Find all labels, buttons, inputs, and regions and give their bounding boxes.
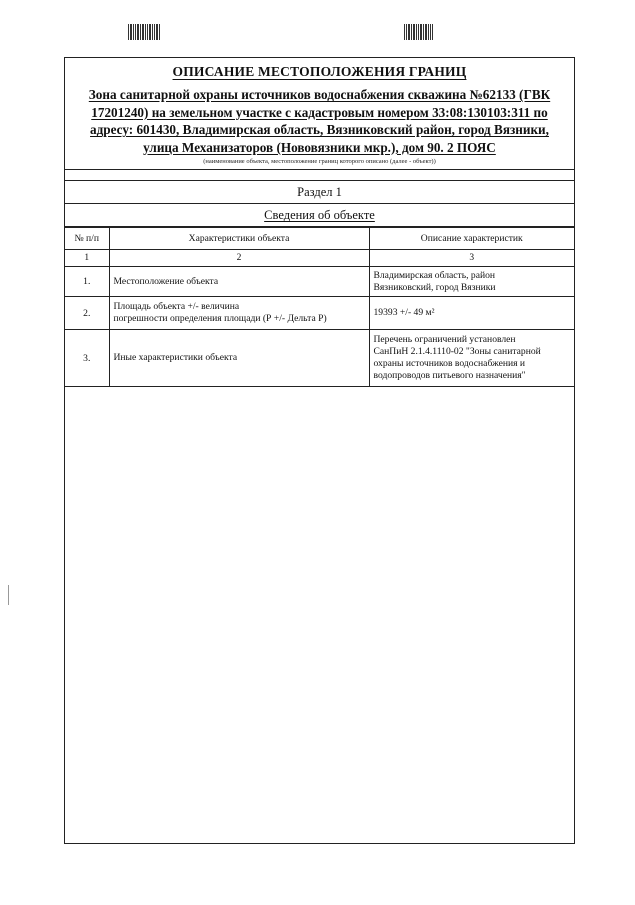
- object-description: [73, 86, 566, 156]
- description-line: Перечень ограничений установлен: [373, 334, 516, 345]
- table-row: [65, 267, 574, 297]
- section-title-row: [65, 204, 574, 227]
- row-description: [369, 330, 574, 387]
- characteristic-line: Местоположение объекта: [113, 275, 219, 287]
- characteristic-line: Иные характеристики объекта: [113, 352, 238, 363]
- row-number: 2.: [65, 297, 109, 330]
- row-characteristic: [109, 330, 369, 387]
- object-description-line: 17201240) на земельном участке с кадастровым номером 33:08:130103:311 по: [91, 104, 548, 120]
- row-number: 3.: [65, 330, 109, 387]
- row-number: 1.: [65, 267, 109, 297]
- column-number: 1: [65, 250, 109, 267]
- characteristic-line: Площадь объекта +/- величина: [113, 301, 240, 312]
- description-line: Вязниковский, город Вязники: [373, 281, 496, 293]
- description-line: СанПиН 2.1.4.1110-02 "Зоны санитарной: [373, 346, 541, 357]
- column-header-number: № п/п: [65, 228, 109, 250]
- description-line: Владимирская область, район: [373, 269, 496, 281]
- section-label-row: [65, 180, 574, 204]
- document-header: [65, 58, 574, 170]
- description-line: водопроводов питьевого назначения": [373, 370, 526, 381]
- column-number: 3: [369, 250, 574, 267]
- scan-edge-mark: [8, 585, 9, 605]
- table-row: [65, 297, 574, 330]
- column-header-characteristic: Характеристики объекта: [109, 228, 369, 250]
- object-description-line: улица Механизаторов (Нововязники мкр.), дом 90. 2 ПОЯС: [143, 139, 496, 155]
- object-info-table: [65, 227, 574, 387]
- document-frame: [64, 57, 575, 844]
- row-description: [369, 267, 574, 297]
- table-column-number-row: [65, 250, 574, 267]
- barcode-mark-right: [404, 24, 433, 40]
- column-header-description: Описание характеристик: [369, 228, 574, 250]
- document-title: ОПИСАНИЕ МЕСТОПОЛОЖЕНИЯ ГРАНИЦ: [172, 64, 467, 79]
- section-label: Раздел 1: [297, 185, 342, 199]
- column-number: 2: [109, 250, 369, 267]
- table-header-row: [65, 228, 574, 250]
- object-description-line: Зона санитарной охраны источников водоснабжения скважина №62133 (ГВК: [88, 87, 551, 102]
- description-line: 19393 +/- 49 м²: [373, 307, 435, 318]
- description-line: охраны источников водоснабжения и: [373, 358, 526, 369]
- table-row: [65, 330, 574, 387]
- row-description: [369, 297, 574, 330]
- object-description-note: (наименование объекта, местоположение границ которого описано (далее - объект)): [203, 158, 436, 165]
- section-title: Сведения об объекте: [264, 208, 375, 222]
- row-characteristic: [109, 267, 369, 297]
- barcode-mark-left: [128, 24, 160, 40]
- row-characteristic: [109, 297, 369, 330]
- object-description-line: адресу: 601430, Владимирская область, Вязниковский район, город Вязники,: [90, 122, 549, 137]
- characteristic-line: погрешности определения площади (Р +/- Дельта Р): [113, 313, 327, 324]
